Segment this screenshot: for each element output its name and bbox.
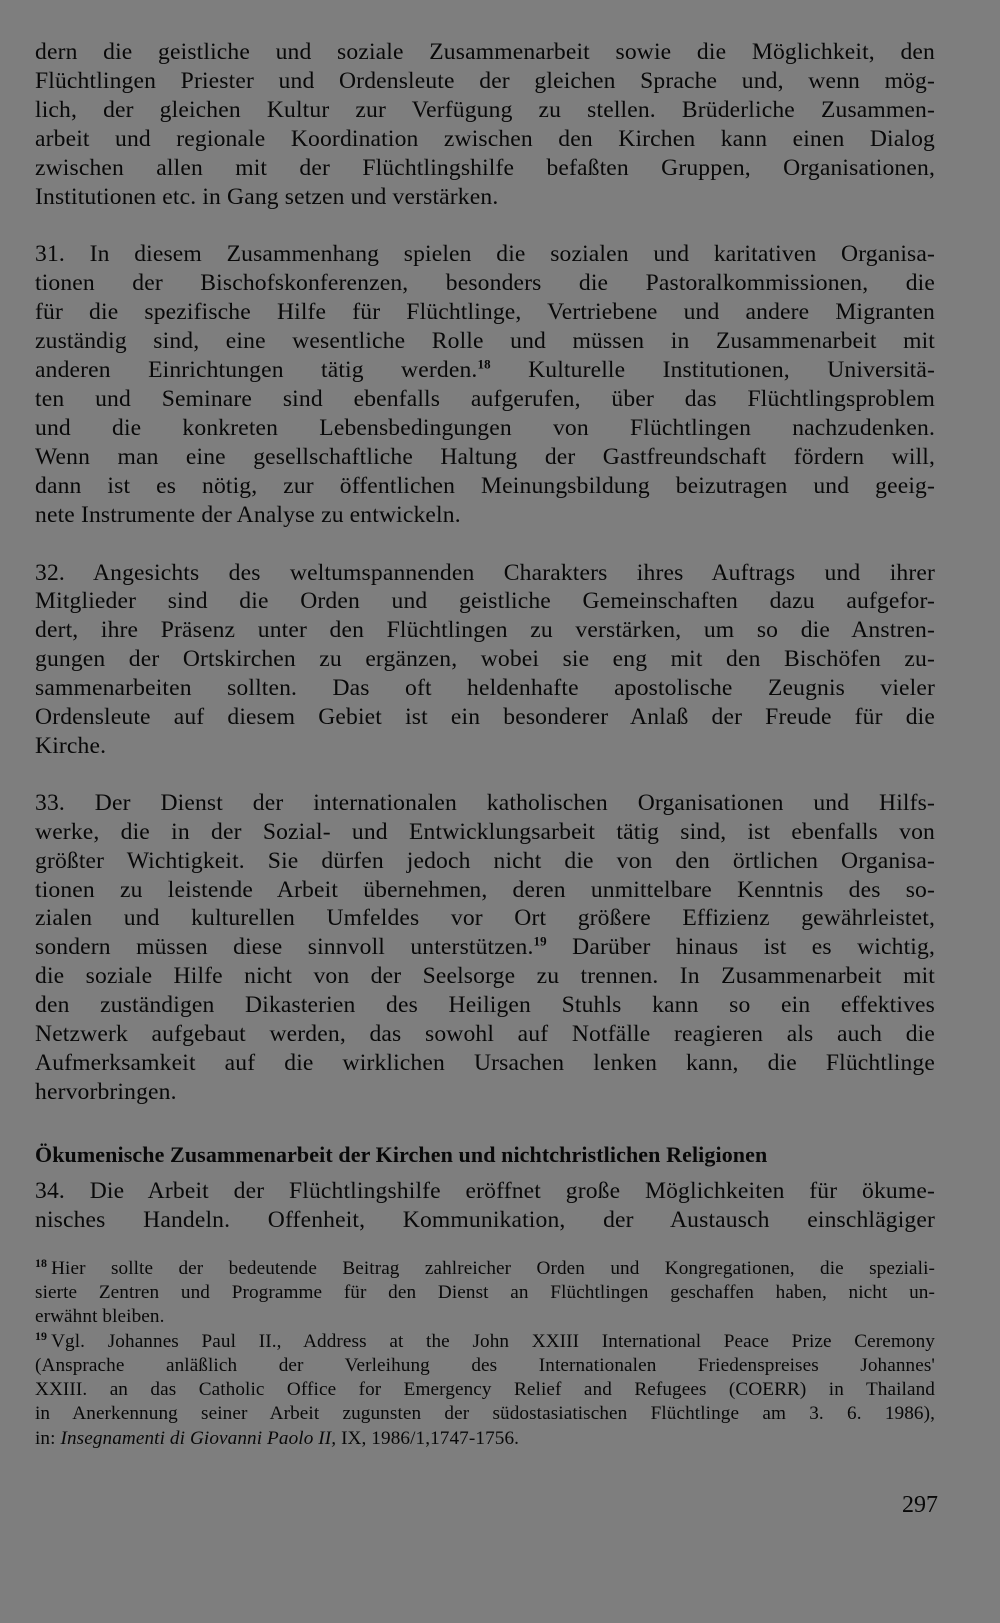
text-line: Netzwerk aufgebaut werden, das sowohl auf Notfälle reagieren als auch die xyxy=(35,1021,935,1048)
text-line: ten und Seminare sind ebenfalls aufgerufen, über das Flüchtlingsproblem xyxy=(35,385,935,412)
paragraph-continued xyxy=(35,38,935,211)
footnote-line: erwähnt bleiben. xyxy=(35,1306,165,1328)
text-line: sammenarbeiten sollten. Das oft heldenhafte apostolische Zeugnis vieler xyxy=(35,675,935,702)
footnote-line: XXIII. an das Catholic Office for Emergency Relief and Refugees (COERR) in Thailand xyxy=(35,1379,935,1401)
footnote-line: in: Insegnamenti di Giovanni Paolo II, IX, 1986/1,1747-1756. xyxy=(35,1427,520,1449)
paragraph-34 xyxy=(35,1177,935,1235)
text-line: gungen der Ortskirchen zu ergänzen, wobei sie eng mit den Bischöfen zu- xyxy=(35,646,935,673)
text-line: und die konkreten Lebensbedingungen von Flüchtlingen nachzudenken. xyxy=(35,414,935,441)
text-line: 32. Angesichts des weltumspannenden Charakters ihres Auftrags und ihrer xyxy=(35,559,935,586)
text-line: arbeit und regionale Koordination zwischen den Kirchen kann einen Dialog xyxy=(35,125,935,152)
footnote-line: $^{19}$ Vgl. Johannes Paul II., Address at the John XXIII International Peace Prize Ceremony xyxy=(35,1328,935,1352)
text-line: nisches Handeln. Offenheit, Kommunikation, der Austausch einschlägiger xyxy=(35,1206,935,1233)
footnote-mark: 18 xyxy=(35,1256,48,1271)
footnote-reference-18: 18 xyxy=(477,356,491,372)
text-line: tionen zu leistende Arbeit übernehmen, deren unmittelbare Kenntnis des so- xyxy=(35,876,935,903)
text-line: dann ist es nötig, zur öffentlichen Meinungsbildung beizutragen und geeig- xyxy=(35,472,935,499)
footnote-18 xyxy=(35,1257,935,1330)
footnote-mark: 19 xyxy=(35,1328,48,1343)
page-number: 297 xyxy=(902,1492,938,1518)
book-page xyxy=(35,38,935,1451)
section-heading: Ökumenische Zusammenarbeit der Kirchen und nichtchristlichen Religionen xyxy=(35,1141,768,1167)
text-line: Kirche. xyxy=(35,732,107,759)
text-line: Flüchtlingen Priester und Ordensleute der gleichen Sprache und, wenn mög- xyxy=(35,67,935,94)
paragraph-31 xyxy=(35,240,935,529)
text-line: zuständig sind, eine wesentliche Rolle und müssen in Zusammenarbeit mit xyxy=(35,328,935,355)
text-line: sondern müssen diese sinnvoll unterstützen.$^{19}$ Darüber hinaus ist es wichtig, xyxy=(35,933,935,961)
text-line: anderen Einrichtungen tätig werden.$^{18}$ Kulturelle Institutionen, Universitä- xyxy=(35,356,935,384)
text-line: Wenn man eine gesellschaftliche Haltung der Gastfreundschaft fördern will, xyxy=(35,443,935,470)
text-line: 34. Die Arbeit der Flüchtlingshilfe eröffnet große Möglichkeiten für ökume- xyxy=(35,1177,935,1204)
footnote-line: in Anerkennung seiner Arbeit zugunsten der südostasiatischen Flüchtlinge am 3. 6. 1986), xyxy=(35,1403,935,1425)
text-line: Ordensleute auf diesem Gebiet ist ein besonderer Anlaß der Freude für die xyxy=(35,704,935,731)
text-line: dern die geistliche und soziale Zusammenarbeit sowie die Möglichkeit, den xyxy=(35,39,935,65)
text-line: zialen und kulturellen Umfeldes vor Ort größere Effizienz gewährleistet, xyxy=(35,905,935,932)
text-line: die soziale Hilfe nicht von der Seelsorge zu trennen. In Zusammenarbeit mit xyxy=(35,963,935,990)
paragraph-33 xyxy=(35,789,935,1107)
text-line: tionen der Bischofskonferenzen, besonders die Pastoralkommissionen, die xyxy=(35,270,935,297)
footnote-line: (Ansprache anläßlich der Verleihung des Internationalen Friedenspreises Johannes' xyxy=(35,1354,935,1376)
text-line: lich, der gleichen Kultur zur Verfügung zu stellen. Brüderliche Zusammen- xyxy=(35,96,935,123)
footnote-line: sierte Zentren und Programme für den Dienst an Flüchtlingen geschaffen haben, nicht un- xyxy=(35,1281,935,1303)
text-line: Institutionen etc. in Gang setzen und verstärken. xyxy=(35,183,499,210)
text-line: nete Instrumente der Analyse zu entwickeln. xyxy=(35,501,461,528)
text-line: 31. In diesem Zusammenhang spielen die sozialen und karitativen Organisa- xyxy=(35,241,935,268)
text-line: Mitglieder sind die Orden und geistliche Gemeinschaften dazu aufgefor- xyxy=(35,588,935,615)
footnotes xyxy=(35,1257,935,1451)
footnote-19 xyxy=(35,1330,935,1451)
text-line: dert, ihre Präsenz unter den Flüchtlingen zu verstärken, um so die Anstren- xyxy=(35,617,935,644)
footnote-line: $^{18}$ Hier sollte der bedeutende Beitrag zahlreicher Orden und Kongregationen, die speziali- xyxy=(35,1256,935,1279)
footnote-reference-19: 19 xyxy=(533,933,547,949)
text-line: größter Wichtigkeit. Sie dürfen jedoch nicht die von den örtlichen Organisa- xyxy=(35,847,935,874)
text-line: 33. Der Dienst der internationalen katholischen Organisationen und Hilfs- xyxy=(35,789,935,816)
text-line: hervorbringen. xyxy=(35,1078,177,1105)
main-text xyxy=(35,38,935,1235)
text-line: Aufmerksamkeit auf die wirklichen Ursachen lenken kann, die Flüchtlinge xyxy=(35,1050,935,1076)
citation-title: Insegnamenti di Giovanni Paolo II, xyxy=(60,1427,337,1449)
text-line: zwischen allen mit der Flüchtlingshilfe befaßten Gruppen, Organisationen, xyxy=(35,154,935,181)
paragraph-32 xyxy=(35,559,935,761)
text-line: für die spezifische Hilfe für Flüchtlinge, Vertriebene und andere Migranten xyxy=(35,299,935,326)
text-line: den zuständigen Dikasterien des Heiligen Stuhls kann so ein effektives xyxy=(35,992,935,1019)
text-line: werke, die in der Sozial- und Entwicklungsarbeit tätig sind, ist ebenfalls von xyxy=(35,818,935,845)
